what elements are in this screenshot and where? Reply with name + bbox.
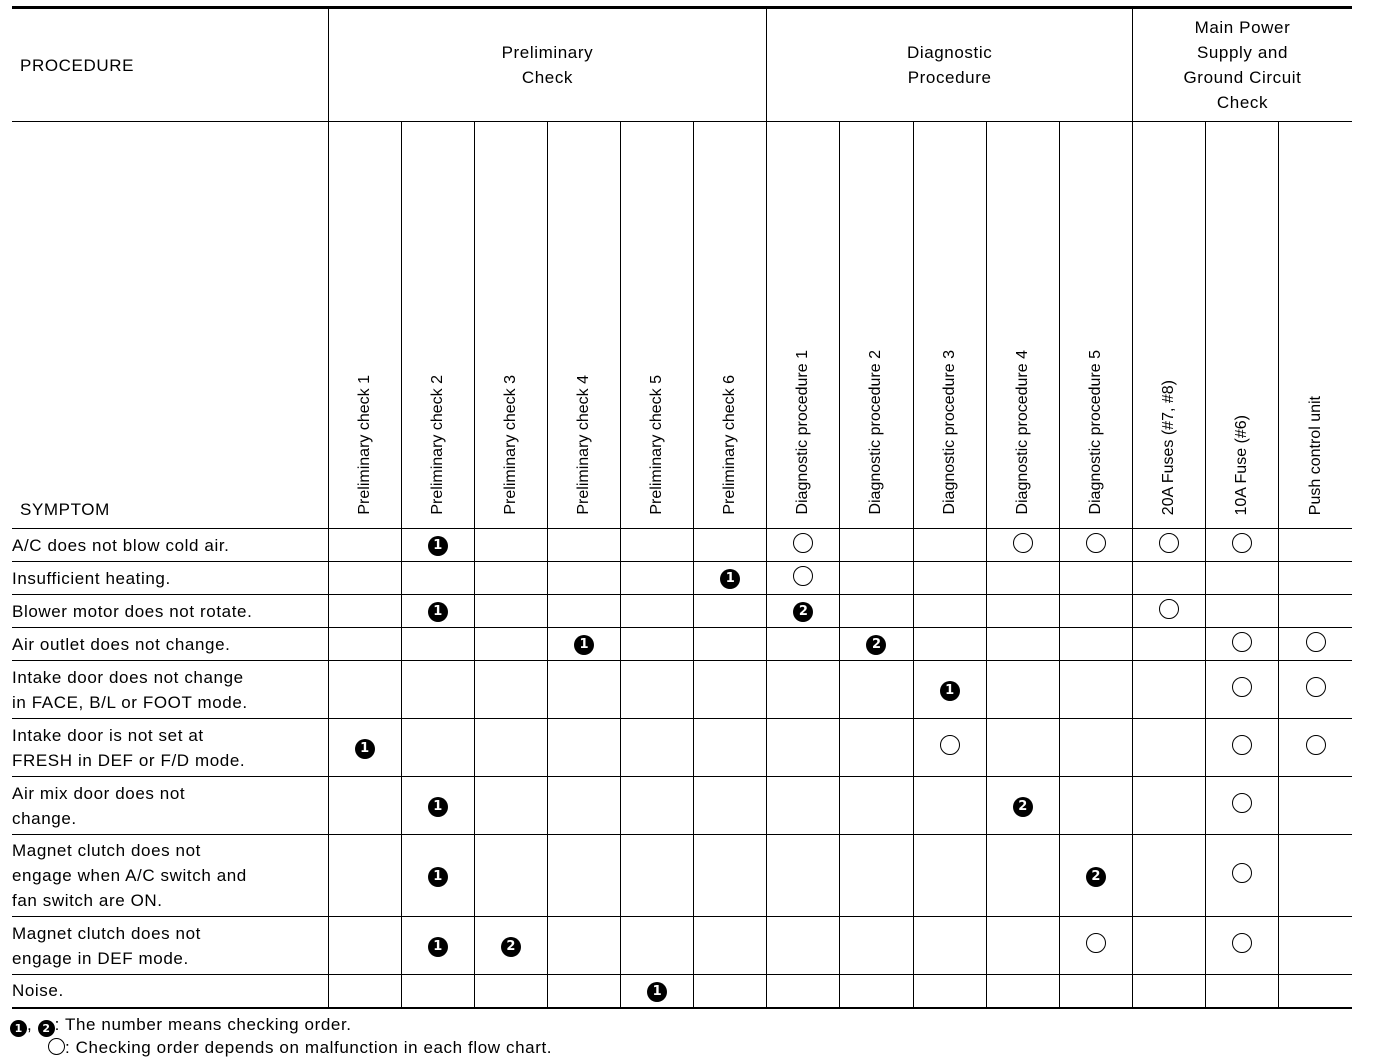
mark-cell [913,595,986,628]
mark-cell [401,719,474,777]
mark-cell [840,975,913,1008]
symptom-rows [12,529,1352,1008]
group-header [767,9,1133,122]
mark-cell [328,835,401,917]
mark-cell [767,777,840,835]
order-1-icon: 1 [940,681,960,701]
symptom-text: engage in DEF mode. [12,948,189,968]
legend-open-row [10,1037,552,1059]
column-header [474,122,547,529]
mark-cell [1059,562,1132,595]
group-header-line: Main Power [1194,18,1291,37]
symptom-text: Magnet clutch does not [12,923,201,943]
mark-cell [474,719,547,777]
mark-cell [1059,777,1132,835]
mark-cell [1206,628,1279,661]
table-row [12,529,1352,562]
mark-cell [401,562,474,595]
mark-cell [1132,562,1205,595]
order-1-icon: 1 [10,1020,27,1037]
symptom-text: Blower motor does not rotate. [12,601,253,621]
mark-cell [767,661,840,719]
mark-cell [840,595,913,628]
mark-cell [1279,719,1352,777]
open-circle-icon [48,1038,65,1055]
mark-cell [694,777,767,835]
mark-cell [1132,719,1205,777]
legend-numbered-row [10,1014,552,1037]
mark-cell [547,975,620,1008]
mark-cell [1279,835,1352,917]
column-header [401,122,474,529]
mark-cell [621,917,694,975]
order-2-icon: 2 [1086,867,1106,887]
mark-cell [986,975,1059,1008]
table-row [12,835,1352,917]
mark-cell [1132,777,1205,835]
mark-cell [1132,835,1205,917]
mark-cell [1132,917,1205,975]
mark-cell [1206,529,1279,562]
mark-cell [1059,529,1132,562]
symptom-cell [12,529,328,562]
group-header-line: Ground Circuit [1183,68,1302,87]
mark-cell [694,917,767,975]
symptom-text: in FACE, B/L or FOOT mode. [12,692,248,712]
mark-cell [1206,777,1279,835]
order-2-icon: 2 [1013,797,1033,817]
mark-cell [1059,595,1132,628]
column-header [767,122,840,529]
mark-cell [1132,661,1205,719]
mark-cell [547,917,620,975]
mark-cell [547,595,620,628]
mark-cell [1059,975,1132,1008]
open-circle-icon [1086,933,1106,953]
mark-cell [913,562,986,595]
order-1-icon: 1 [428,867,448,887]
mark-cell [1206,975,1279,1008]
order-1-icon: 1 [574,635,594,655]
mark-cell [913,975,986,1008]
mark-cell [1132,529,1205,562]
open-circle-icon [1232,933,1252,953]
mark-cell [986,835,1059,917]
symptom-cell [12,562,328,595]
column-header-label: 20A Fuses (#7, #8) [1160,379,1178,515]
mark-cell [1132,975,1205,1008]
mark-cell [328,529,401,562]
open-circle-icon [1159,599,1179,619]
mark-cell [474,917,547,975]
mark-cell [401,628,474,661]
legend-separator: , [27,1015,38,1034]
mark-cell [767,975,840,1008]
mark-cell [840,917,913,975]
column-header-label: Diagnostic procedure 4 [1013,350,1031,515]
mark-cell [840,661,913,719]
mark-cell [474,777,547,835]
mark-cell [840,562,913,595]
mark-cell [913,917,986,975]
mark-cell [694,661,767,719]
group-header-line: Check [1216,93,1269,112]
mark-cell [547,835,620,917]
open-circle-icon [1232,735,1252,755]
symptom-text: Intake door is not set at [12,725,204,745]
mark-cell [1279,628,1352,661]
table-row [12,595,1352,628]
open-circle-icon [1086,533,1106,553]
mark-cell [840,719,913,777]
open-circle-icon [940,735,960,755]
order-1-icon: 1 [647,982,667,1002]
column-header-label: Diagnostic procedure 2 [867,350,885,515]
mark-cell [474,661,547,719]
mark-cell [474,529,547,562]
mark-cell [1279,661,1352,719]
mark-cell [913,835,986,917]
mark-cell [401,595,474,628]
open-circle-icon [1159,533,1179,553]
symptom-cell [12,835,328,917]
mark-cell [840,529,913,562]
mark-cell [767,562,840,595]
column-header-label: Preliminary check 6 [721,375,739,515]
mark-cell [328,975,401,1008]
column-header-label: Preliminary check 1 [355,375,373,515]
mark-cell [328,777,401,835]
table-row [12,719,1352,777]
mark-cell [1206,719,1279,777]
column-header [1132,122,1205,529]
mark-cell [401,835,474,917]
mark-cell [694,562,767,595]
mark-cell [1132,628,1205,661]
mark-cell [1059,719,1132,777]
symptom-text: Air mix door does not [12,783,186,803]
mark-cell [547,719,620,777]
mark-cell [913,529,986,562]
symptom-text: Noise. [12,981,64,1001]
mark-cell [694,975,767,1008]
mark-cell [986,628,1059,661]
mark-cell [913,777,986,835]
mark-cell [547,628,620,661]
symptom-cell [12,661,328,719]
mark-cell [547,661,620,719]
symptom-text: fan switch are ON. [12,891,163,910]
symptom-text: Insufficient heating. [12,568,171,588]
open-circle-icon [1232,793,1252,813]
column-header [840,122,913,529]
mark-cell [547,529,620,562]
symptom-text: FRESH in DEF or F/D mode. [12,750,246,770]
mark-cell [767,917,840,975]
mark-cell [840,835,913,917]
column-header-label: 10A Fuse (#6) [1233,414,1251,515]
symptom-cell [12,975,328,1008]
open-circle-icon [1232,632,1252,652]
order-1-icon: 1 [355,739,375,759]
mark-cell [328,719,401,777]
mark-cell [401,529,474,562]
legend-numbered-text: : The number means checking order. [54,1015,352,1034]
symptom-text: Air outlet does not change. [12,634,231,654]
mark-cell [767,628,840,661]
mark-cell [1059,917,1132,975]
mark-cell [474,628,547,661]
group-header-line: Supply and [1196,43,1289,62]
mark-cell [474,835,547,917]
order-1-icon: 1 [428,602,448,622]
open-circle-icon [1306,735,1326,755]
legend [10,1014,552,1059]
column-header [694,122,767,529]
mark-cell [621,529,694,562]
mark-cell [986,719,1059,777]
mark-cell [1206,917,1279,975]
column-header-label: Preliminary check 2 [428,375,446,515]
procedure-symptom-table [12,9,1352,1009]
column-header [328,122,401,529]
legend-open-text: : Checking order depends on malfunction in each flow chart. [65,1038,553,1057]
symptom-text: change. [12,808,77,828]
mark-cell [840,628,913,661]
table-row [12,917,1352,975]
column-header [1059,122,1132,529]
procedure-label: PROCEDURE [12,9,328,122]
order-2-icon: 2 [866,635,886,655]
mark-cell [694,529,767,562]
symptom-text: A/C does not blow cold air. [12,535,230,555]
mark-cell [621,719,694,777]
open-circle-icon [1232,863,1252,883]
legend-numbered-marks [10,1015,55,1034]
column-header [547,122,620,529]
open-circle-icon [1232,533,1252,553]
open-circle-icon [793,566,813,586]
open-circle-icon [1306,632,1326,652]
column-header-label: Push control unit [1306,395,1324,515]
order-1-icon: 1 [428,797,448,817]
table-row [12,661,1352,719]
mark-cell [401,917,474,975]
mark-cell [474,562,547,595]
column-header-label: Preliminary check 5 [648,375,666,515]
mark-cell [621,835,694,917]
group-header [1132,9,1352,122]
column-header [621,122,694,529]
symptom-text: engage when A/C switch and [12,866,247,885]
mark-cell [767,529,840,562]
mark-cell [694,628,767,661]
group-header [328,9,767,122]
mark-cell [986,661,1059,719]
column-header [1206,122,1279,529]
column-header [913,122,986,529]
mark-cell [474,595,547,628]
mark-cell [328,595,401,628]
mark-cell [328,562,401,595]
mark-cell [1279,595,1352,628]
mark-cell [621,628,694,661]
mark-cell [621,975,694,1008]
mark-cell [621,562,694,595]
mark-cell [1279,562,1352,595]
mark-cell [401,975,474,1008]
column-header-label: Preliminary check 3 [501,375,519,515]
mark-cell [547,562,620,595]
group-header-line: Procedure [907,68,992,87]
column-header-row [12,122,1352,529]
mark-cell [1279,917,1352,975]
open-circle-icon [793,533,813,553]
column-header [1279,122,1352,529]
open-circle-icon [1232,677,1252,697]
order-2-icon: 2 [38,1020,55,1037]
mark-cell [474,975,547,1008]
mark-cell [621,595,694,628]
mark-cell [694,595,767,628]
mark-cell [1206,562,1279,595]
mark-cell [694,719,767,777]
mark-cell [328,917,401,975]
mark-cell [986,777,1059,835]
mark-cell [1132,595,1205,628]
mark-cell [1206,835,1279,917]
column-header [986,122,1059,529]
mark-cell [1206,661,1279,719]
symptom-cell [12,595,328,628]
mark-cell [1206,595,1279,628]
mark-cell [767,719,840,777]
order-1-icon: 1 [720,569,740,589]
table-row [12,975,1352,1008]
group-header-line: Preliminary [501,43,594,62]
symptom-text: Magnet clutch does not [12,841,201,860]
group-header-row [12,9,1352,122]
mark-cell [1059,661,1132,719]
mark-cell [621,661,694,719]
mark-cell [1059,628,1132,661]
mark-cell [913,628,986,661]
mark-cell [913,661,986,719]
order-1-icon: 1 [428,937,448,957]
mark-cell [694,835,767,917]
symptom-cell [12,777,328,835]
mark-cell [986,529,1059,562]
table-row [12,777,1352,835]
mark-cell [986,595,1059,628]
order-1-icon: 1 [428,536,448,556]
group-header-line: Diagnostic [906,43,993,62]
column-header-label: Preliminary check 4 [574,375,592,515]
mark-cell [328,661,401,719]
table-row [12,628,1352,661]
table-row [12,562,1352,595]
order-2-icon: 2 [793,602,813,622]
open-circle-icon [1306,677,1326,697]
group-header-line: Check [521,68,574,87]
mark-cell [767,595,840,628]
mark-cell [547,777,620,835]
symptom-label: SYMPTOM [12,122,328,529]
symptom-cell [12,719,328,777]
symptom-cell [12,628,328,661]
open-circle-icon [1013,533,1033,553]
mark-cell [328,628,401,661]
mark-cell [401,661,474,719]
mark-cell [1279,777,1352,835]
mark-cell [621,777,694,835]
order-2-icon: 2 [501,937,521,957]
column-header-label: Diagnostic procedure 5 [1086,350,1104,515]
symptom-text: Intake door does not change [12,667,244,687]
mark-cell [767,835,840,917]
mark-cell [986,917,1059,975]
mark-cell [401,777,474,835]
mark-cell [1279,529,1352,562]
mark-cell [840,777,913,835]
column-header-label: Diagnostic procedure 1 [794,350,812,515]
mark-cell [1279,975,1352,1008]
mark-cell [1059,835,1132,917]
symptom-cell [12,917,328,975]
mark-cell [913,719,986,777]
column-header-label: Diagnostic procedure 3 [940,350,958,515]
mark-cell [986,562,1059,595]
